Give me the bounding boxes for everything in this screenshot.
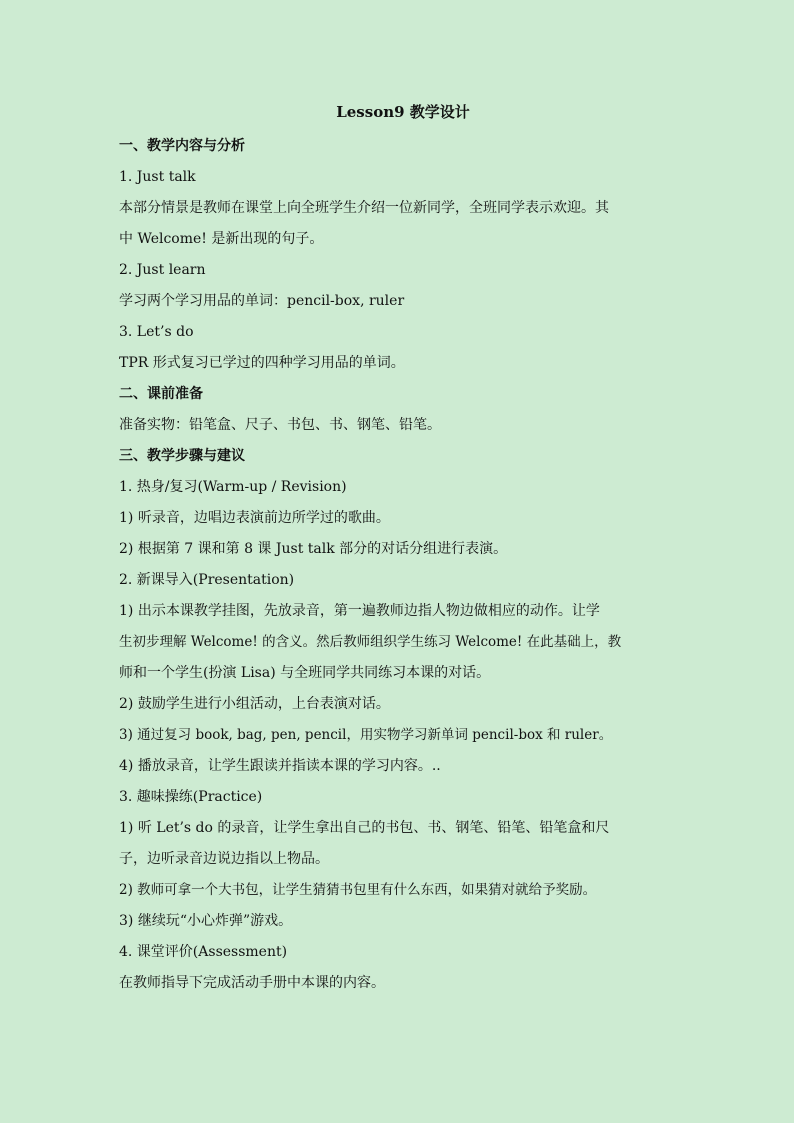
list-item: 3) 继续玩“小心炸弹”游戏。 — [119, 913, 293, 929]
paragraph-line: 在教师指导下完成活动手册中本课的内容。 — [119, 975, 385, 991]
paragraph-line: 中 Welcome! 是新出现的句子。 — [119, 231, 324, 247]
subheading-just-talk: 1. Just talk — [119, 169, 196, 185]
paragraph-line: 师和一个学生(扮演 Lisa) 与全班同学共同练习本课的对话。 — [119, 665, 491, 681]
paragraph-line: 子，边听录音边说边指以上物品。 — [119, 851, 329, 867]
list-item: 1) 听 Let’s do 的录音，让学生拿出自己的书包、书、钢笔、铅笔、铅笔盒和尺 — [119, 820, 610, 836]
step-heading-warm-up: 1. 热身/复习(Warm-up / Revision) — [119, 479, 347, 495]
subheading-just-learn: 2. Just learn — [119, 262, 206, 278]
document-page — [119, 100, 679, 999]
paragraph-line: 准备实物：铅笔盒、尺子、书包、书、钢笔、铅笔。 — [119, 417, 441, 433]
document-title: Lesson9 教学设计 — [336, 103, 470, 121]
paragraph-line: 学习两个学习用品的单词：pencil-box, ruler — [119, 293, 405, 309]
step-heading-assessment: 4. 课堂评价(Assessment) — [119, 944, 288, 960]
paragraph-line: TPR 形式复习已学过的四种学习用品的单词。 — [119, 355, 405, 371]
list-item: 3) 通过复习 book, bag, pen, pencil，用实物学习新单词 pencil-box 和 ruler。 — [119, 727, 613, 743]
paragraph-line: 生初步理解 Welcome! 的含义。然后教师组织学生练习 Welcome! 在此基础上，教 — [119, 634, 622, 650]
paragraph-line: 本部分情景是教师在课堂上向全班学生介绍一位新同学，全班同学表示欢迎。其 — [119, 200, 609, 216]
section-heading-content-analysis: 一、教学内容与分析 — [119, 138, 245, 154]
step-heading-practice: 3. 趣味操练(Practice) — [119, 789, 263, 805]
section-heading-steps: 三、教学步骤与建议 — [119, 448, 245, 464]
list-item: 1) 出示本课教学挂图，先放录音，第一遍教师边指人物边做相应的动作。让学 — [119, 603, 600, 619]
list-item: 2) 鼓励学生进行小组活动，上台表演对话。 — [119, 696, 390, 712]
section-heading-preparation: 二、课前准备 — [119, 386, 203, 402]
list-item: 1) 听录音，边唱边表演前边所学过的歌曲。 — [119, 510, 390, 526]
list-item: 4) 播放录音，让学生跟读并指读本课的学习内容。.. — [119, 758, 441, 774]
step-heading-presentation: 2. 新课导入(Presentation) — [119, 572, 295, 588]
subheading-lets-do: 3. Let’s do — [119, 324, 194, 340]
list-item: 2) 教师可拿一个大书包，让学生猜猜书包里有什么东西，如果猜对就给予奖励。 — [119, 882, 597, 898]
list-item: 2) 根据第 7 课和第 8 课 Just talk 部分的对话分组进行表演。 — [119, 541, 508, 557]
